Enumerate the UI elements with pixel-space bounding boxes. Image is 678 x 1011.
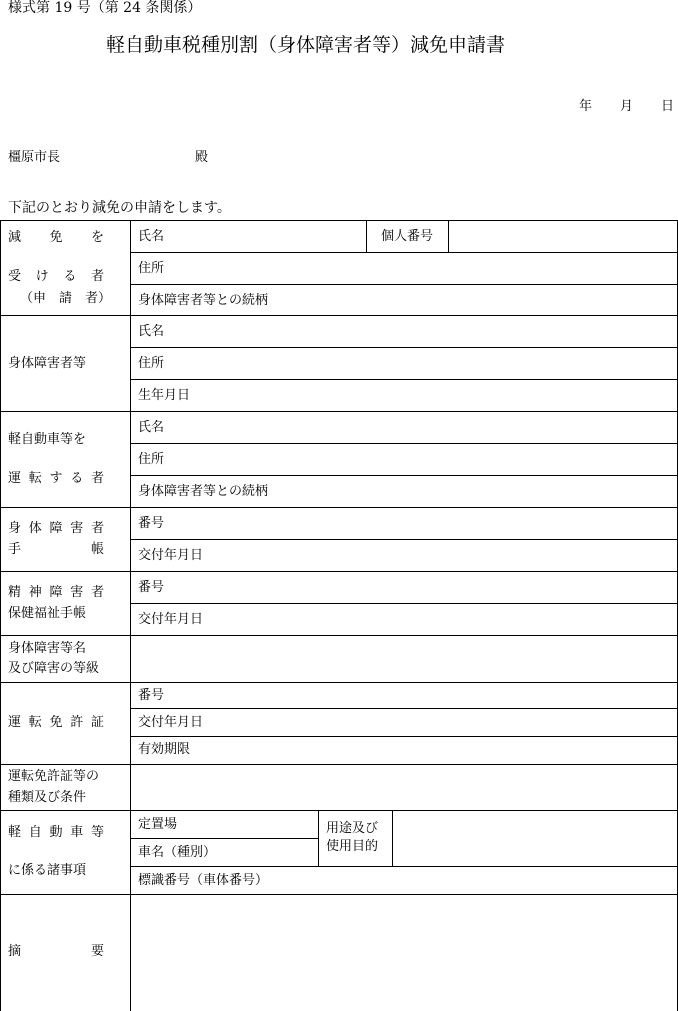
- disabled-person-name-label: 氏名: [138, 324, 165, 339]
- vehicle-label-line1: 軽 自 動 車 等: [8, 825, 104, 840]
- applicant-relation-label: 身体障害者等との続柄: [138, 293, 269, 308]
- remarks-label: 摘 要: [8, 944, 104, 959]
- driver-name-label: 氏名: [138, 420, 165, 435]
- applicant-label-line1: 減 免 を: [8, 230, 104, 245]
- driver-relation-label: 身体障害者等との続柄: [138, 484, 269, 499]
- date-year-label: 年: [579, 99, 593, 114]
- vehicle-model-label: 車名（種別）: [138, 845, 217, 860]
- honorific: 殿: [195, 150, 209, 165]
- license-conditions-label-line1: 運転免許証等の: [8, 769, 100, 784]
- disability-grade-label-line1: 身体障害等名: [8, 641, 87, 656]
- applicant-label-line2: 受 け る 者: [8, 269, 104, 284]
- addressee: 橿原市長: [8, 150, 61, 165]
- physical-handbook-number-label: 番号: [138, 516, 165, 531]
- license-number-label: 番号: [138, 688, 165, 703]
- vehicle-usage-label-line1: 用途及び: [326, 821, 379, 836]
- disabled-person-label: 身体障害者等: [8, 356, 87, 371]
- intro-text: 下記のとおり減免の申請をします。: [8, 200, 231, 216]
- date-day-label: 日: [661, 99, 675, 114]
- applicant-name-label: 氏名: [138, 229, 165, 244]
- mental-handbook-number-label: 番号: [138, 580, 165, 595]
- physical-handbook-label-line2: 手 帳: [8, 542, 104, 557]
- mental-handbook-issue-label: 交付年月日: [138, 612, 204, 627]
- disability-grade-label-line2: 及び障害の等級: [8, 661, 100, 676]
- driver-label-line2: 運 転 す る 者: [8, 471, 104, 486]
- disabled-person-address-label: 住所: [138, 356, 165, 371]
- form-title: 軽自動車税種別割（身体障害者等）減免申請書: [106, 34, 506, 56]
- physical-handbook-label-line1: 身 体 障 害 者: [8, 521, 104, 536]
- vehicle-storage-label: 定置場: [138, 817, 178, 832]
- physical-handbook-issue-label: 交付年月日: [138, 548, 204, 563]
- vehicle-usage-label-line2: 使用目的: [326, 839, 379, 854]
- vehicle-label-line2: に係る諸事項: [8, 863, 87, 878]
- mental-handbook-label-line2: 保健福祉手帳: [8, 606, 87, 621]
- vehicle-plate-label: 標識番号（車体番号）: [138, 873, 269, 888]
- license-issue-label: 交付年月日: [138, 715, 204, 730]
- date-month-label: 月: [620, 99, 634, 114]
- disabled-person-birth-label: 生年月日: [138, 388, 191, 403]
- license-label: 運 転 免 許 証: [8, 715, 104, 730]
- driver-address-label: 住所: [138, 452, 165, 467]
- license-expiry-label: 有効期限: [138, 742, 191, 757]
- mental-handbook-label-line1: 精 神 障 害 者: [8, 585, 104, 600]
- applicant-address-label: 住所: [138, 261, 165, 276]
- driver-label-line1: 軽自動車等を: [8, 432, 87, 447]
- applicant-label-line3: （申 請 者）: [20, 291, 112, 306]
- license-conditions-label-line2: 種類及び条件: [8, 790, 87, 805]
- applicant-mynumber-label: 個人番号: [381, 229, 434, 244]
- form-number: 様式第 19 号（第 24 条関係）: [8, 0, 202, 16]
